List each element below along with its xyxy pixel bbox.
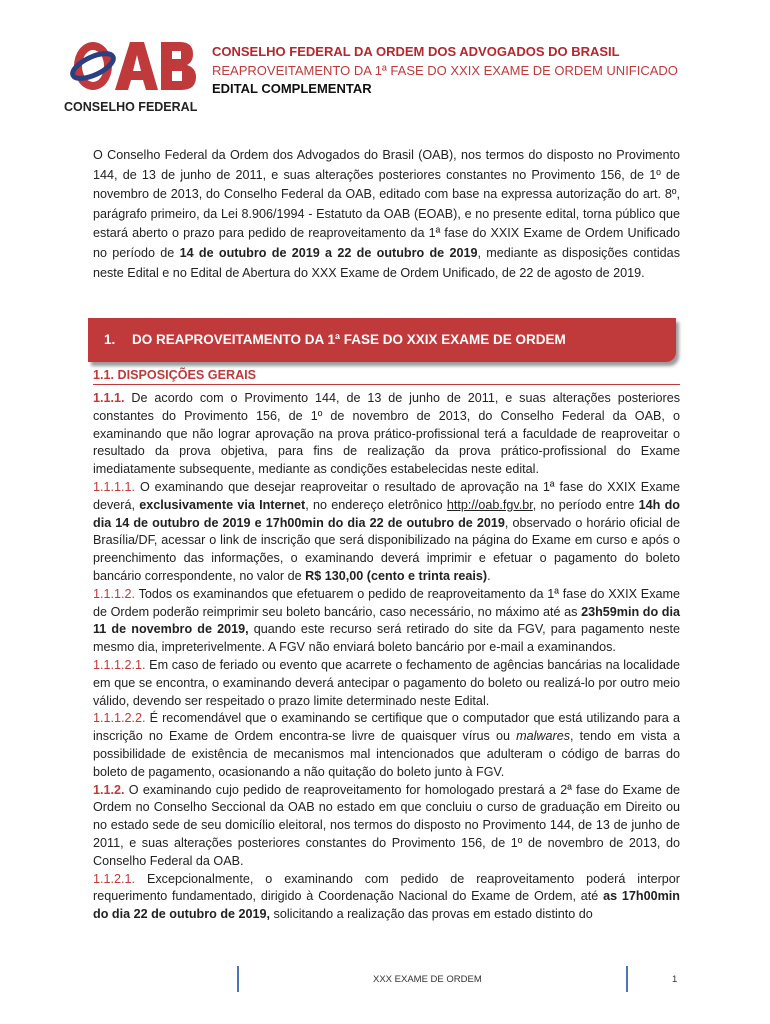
clause-1-1-2-1: 1.1.2.1. Excepcionalmente, o examinando com pedido de reaproveitamento poderá interpor requerimento fundamentado, dirigido à Coordenação Nacional do Exame de Ordem, até as 17h00min do dia 22 de outubro de 2019, solicitando a realização das provas em estado distinto do	[93, 871, 680, 922]
subsection-heading: 1.1. DISPOSIÇÕES GERAIS	[93, 368, 680, 385]
footer-divider-right	[626, 966, 628, 992]
header-organization: CONSELHO FEDERAL DA ORDEM DOS ADVOGADOS DO BRASIL	[212, 44, 620, 59]
oab-logo	[60, 38, 200, 118]
section-heading	[88, 318, 676, 362]
clauses	[93, 390, 680, 924]
intro-period: 14 de outubro de 2019 a 22 de outubro de 2019	[179, 245, 478, 260]
header-subject: REAPROVEITAMENTO DA 1ª FASE DO XXIX EXAME DE ORDEM UNIFICADO	[212, 63, 678, 78]
footer-exam-label: XXX EXAME DE ORDEM	[373, 974, 482, 985]
footer-divider-left	[237, 966, 239, 992]
section-title: DO REAPROVEITAMENTO DA 1ª FASE DO XXIX EXAME DE ORDEM	[132, 332, 566, 347]
clause-1-1-1-1: 1.1.1.1. O examinando que desejar reaproveitar o resultado de aprovação na 1ª fase do XXIX Exame deverá, exclusivamente via Internet, no endereço eletrônico http://oab.fgv.br, no período entre 14h do dia 14 de outubro de 2019 e 17h00min do dia 22 de outubro de 2019, observado o horário oficial de Brasília/DF, acessar o link de inscrição que será disponibilizado na página do Exame em curso e após o preenchimento das informações, o examinando deverá imprimir e efetuar o pagamento do boleto bancário correspondente, no valor de R$ 130,00 (cento e trinta reais).	[93, 479, 681, 583]
intro-paragraph: O Conselho Federal da Ordem dos Advogados do Brasil (OAB), nos termos do disposto no Provimento 144, de 13 de junho de 2011, e suas alterações posteriores constantes no Provimento 156, de 1º de novembro de 2013, do Conselho Federal da OAB, editado com base na expressa autorização do art. 8º, parágrafo primeiro, da Lei 8.906/1994 - Estatuto da OAB (EOAB), e no presente edital, torna público que estará aberto o prazo para pedido de reaproveitamento da 1ª fase do XXIX Exame de Ordem Unificado no período de 14 de outubro de 2019 a 22 de outubro de 2019, mediante as disposições contidas neste Edital e no Edital de Abertura do XXX Exame de Ordem Unificado, de 22 de agosto de 2019.	[93, 148, 680, 280]
page-number: 1	[672, 974, 678, 985]
oab-logo-graphic	[60, 38, 200, 118]
section-number: 1.	[104, 332, 116, 347]
clause-1-1-2: 1.1.2. O examinando cujo pedido de reaproveitamento for homologado prestará a 2ª fase do Exame de Ordem no Conselho Seccional da OAB no estado em que concluiu o curso de graduação em Direito ou no estado sede de seu domicílio eleitoral, nos termos do disposto no Provimento 144, de 13 de junho de 2011, e suas alterações posteriores constantes do Provimento 156, de 1º de novembro de 2013, do Conselho Federal da OAB.	[93, 782, 680, 868]
logo-subtitle: CONSELHO FEDERAL	[64, 100, 198, 114]
fgv-link[interactable]: http://oab.fgv.br	[446, 497, 533, 512]
header-document-type: EDITAL COMPLEMENTAR	[212, 81, 372, 96]
clause-1-1-1-2-2: 1.1.1.2.2. É recomendável que o examinando se certifique que o computador que está utilizando para a inscrição no Exame de Ordem encontra-se livre de quaisquer vírus ou malwares, tendo em vista a possibilidade de existência de mecanismos mal intencionados que adulteram o código de barras do boleto de pagamento, ocasionando a não quitação do boleto junto à FGV.	[93, 711, 680, 779]
clause-1-1-1-2-1: 1.1.1.2.1. Em caso de feriado ou evento que acarrete o fechamento de agências bancárias na localidade em que se encontra, o examinando deverá antecipar o pagamento do boleto ou realizá-lo por outro meio válido, devendo ser respeitado o prazo limite determinado neste Edital.	[93, 657, 680, 708]
clause-1-1-1: 1.1.1. De acordo com o Provimento 144, de 13 de junho de 2011, e suas alterações posteriores constantes do Provimento 156, de 1º de novembro de 2013, do Conselho Federal da OAB, o examinando que não lograr aprovação na prova prático-profissional terá a faculdade de reaproveitar o resultado da prova objetiva, para fins de realização da prova prático-profissional do Exame imediatamente subsequente, mediante as condições estabelecidas neste edital.	[93, 391, 680, 477]
clause-1-1-1-2: 1.1.1.2. Todos os examinandos que efetuarem o pedido de reaproveitamento da 1ª fase do XXIX Exame de Ordem poderão reimprimir seu boleto bancário, caso necessário, no máximo até as 23h59min do dia 11 de novembro de 2019, quando este recurso será retirado do site da FGV, para pagamento neste mesmo dia, impreterivelmente. A FGV não enviará boleto bancário por e-mail a examinandos.	[93, 586, 680, 655]
